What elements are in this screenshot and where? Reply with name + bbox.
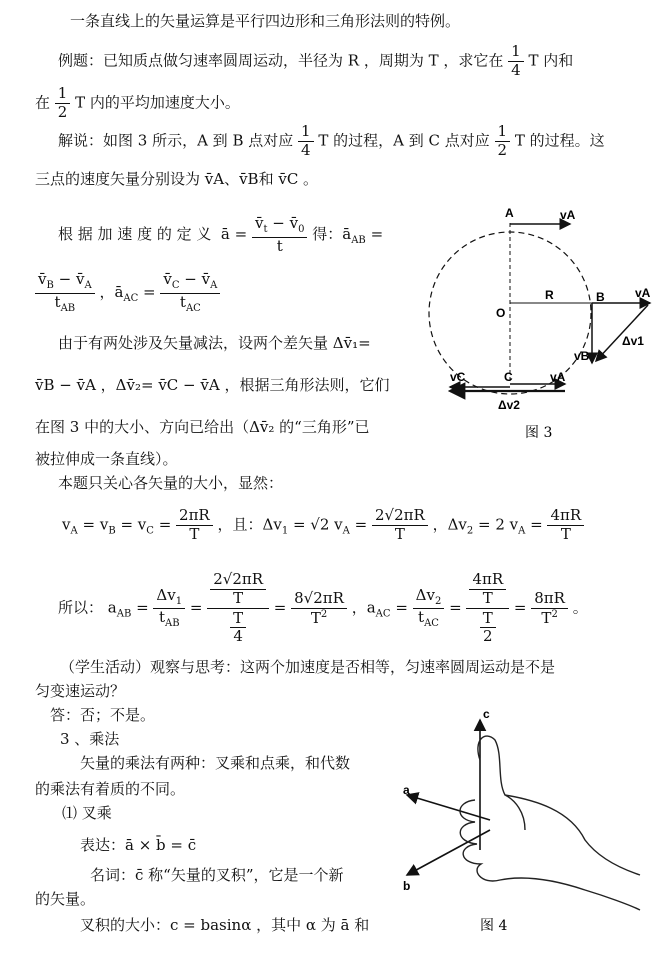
example-line bbox=[58, 44, 573, 79]
magnitude-intro: 本题只关心各矢量的大小，显然： bbox=[58, 474, 284, 492]
cross-product-expression: 表达：ā × b̄ = c̄ bbox=[80, 836, 197, 854]
fraction-half bbox=[55, 86, 71, 121]
explanation-text-b: T 的过程，A 到 C 点对应 bbox=[318, 131, 490, 150]
label-vb: vB bbox=[574, 349, 590, 363]
label-va-b: vA bbox=[635, 286, 651, 300]
cross-product-name: 名词：c̄ 称“矢量的叉积”，它是一个新 bbox=[90, 866, 344, 884]
figure-explanation: 在图 3 中的大小、方向已给出（Δv̄₂ 的“三角形”已 bbox=[35, 418, 370, 436]
label-c: C bbox=[504, 370, 513, 384]
example-text-2b: T 内的平均加速度大小。 bbox=[75, 93, 240, 112]
example-text-end: T 内和 bbox=[528, 51, 574, 70]
numerator: 1 bbox=[495, 124, 511, 142]
multiplication-types: 矢量的乘法有两种：叉乘和点乘，和代数 bbox=[80, 754, 351, 772]
numerator: 1 bbox=[508, 44, 524, 62]
label-c-vector: c bbox=[483, 707, 490, 721]
vector-a-arrow bbox=[407, 795, 490, 820]
figure-4-diagram bbox=[385, 700, 645, 940]
example-line-2 bbox=[35, 86, 240, 121]
explanation-text-a: 解说：如图 3 所示，A 到 B 点对应 bbox=[58, 131, 294, 150]
accel-ab-ac: $\frac{v̄_B - v̄_A}{t_{AB}}$ ，$ā_{AC}$ = $\frac{v̄_C - v̄_A}{t_{AC}}$ bbox=[35, 272, 220, 314]
section-multiplication: 3 、乘法 bbox=[60, 730, 120, 748]
explanation-text-c: T 的过程。这 bbox=[514, 131, 605, 150]
denominator: 4 bbox=[301, 140, 311, 159]
label-a: A bbox=[505, 206, 514, 220]
multiplication-types-2: 的乘法有着质的不同。 bbox=[35, 780, 186, 798]
denominator: 2 bbox=[497, 140, 508, 159]
student-activity: （学生活动）观察与思考：这两个加速度是否相等，匀速率圆周运动是不是 bbox=[60, 658, 556, 676]
intro-line: 一条直线上的矢量运算是平行四边形和三角形法则的特例。 bbox=[70, 12, 461, 30]
stretched-line: 被拉伸成一条直线）。 bbox=[35, 450, 178, 468]
label-r: R bbox=[545, 288, 554, 302]
label-b-vector: b bbox=[403, 879, 411, 893]
fraction-quarter-2 bbox=[298, 124, 314, 159]
subtraction-line: 由于有两处涉及矢量减法，设两个差矢量 Δv̄₁= bbox=[58, 334, 371, 352]
denominator: 4 bbox=[511, 60, 521, 79]
answer: 答：否；不是。 bbox=[50, 706, 156, 724]
label-va-top: vA bbox=[560, 208, 576, 222]
speed-equation: $v_A = v_B = v_C$ = $\frac{2\pi R}{T}$ ，且：$\Delta v_1 = √2$ $v_A$ = $\frac{2√2\pi R}{T}$ ，$\Delta v_2 = 2$ $v_A$ = $\frac{4\pi R}{T}$ bbox=[62, 508, 584, 543]
so-label: 所以： bbox=[58, 598, 104, 617]
new-vector: 的矢量。 bbox=[35, 890, 96, 908]
velocity-vectors-line: 三点的速度矢量分别设为 v̄A、v̄B和 v̄C 。 bbox=[35, 170, 319, 188]
figure-4-caption: 图 4 bbox=[480, 918, 508, 934]
cross-product-magnitude: 叉积的大小：c = basinα ，其中 α 为 ā 和 bbox=[80, 916, 370, 934]
figure-3-caption: 图 3 bbox=[525, 425, 553, 441]
definition-text: 根 据 加 速 度 的 定 义 bbox=[58, 225, 212, 244]
label-delta-v2: Δv2 bbox=[498, 398, 520, 412]
label-delta-v1: Δv1 bbox=[622, 334, 644, 348]
delta-definitions: v̄B − v̄A ，Δv̄₂= v̄C − v̄A ，根据三角形法则，它们 bbox=[35, 376, 390, 394]
example-text: 例题：已知质点做匀速率圆周运动，半径为 R ，周期为 T ，求它在 bbox=[58, 51, 504, 70]
result-equation: 所以： $a_{AB}$ = $\frac{\Delta v_1}{t_{AB}}$ = $\frac{\frac{2√2\pi R}{T}}{\frac{T}{4}}$ = $\frac{8√2\pi R}{T^2}$ ，$a_{AC}$ = $\frac{\Delta v_2}{t_{AC}}$ = $\frac{\frac{4\pi R}{T}}{\frac{T}{2}}$ = $\frac{8\pi R}{T^2}$ 。 bbox=[58, 570, 588, 646]
equals-sign: = bbox=[370, 225, 384, 244]
vector-delta-v1 bbox=[596, 305, 648, 361]
figure-3-diagram bbox=[410, 195, 660, 455]
numerator: 1 bbox=[298, 124, 314, 142]
definition-result: 得：ā bbox=[312, 225, 352, 244]
hand-outline bbox=[460, 736, 640, 910]
denominator: 2 bbox=[57, 102, 68, 121]
student-activity-2: 匀变速运动？ bbox=[35, 682, 126, 700]
label-o: O bbox=[496, 306, 506, 320]
numerator: 1 bbox=[55, 86, 71, 104]
fraction-quarter bbox=[508, 44, 524, 79]
cross-product-heading: ⑴ 叉乘 bbox=[62, 804, 112, 822]
label-b: B bbox=[596, 290, 605, 304]
accel-definition: 根 据 加 速 度 的 定 义 ā = $\frac{v̄_t - v̄_0}{t}$ 得：$ā_{AB}$ = bbox=[58, 214, 384, 255]
label-va-c: vA bbox=[550, 370, 566, 384]
fraction-half-2 bbox=[495, 124, 511, 159]
label-a-vector: a bbox=[403, 783, 410, 797]
explanation-line bbox=[58, 124, 605, 159]
accel-fraction: $\frac{v̄_t - v̄_0}{t}$ bbox=[252, 216, 307, 254]
label-vc: vC bbox=[450, 370, 466, 384]
example-text-2a: 在 bbox=[35, 93, 51, 112]
